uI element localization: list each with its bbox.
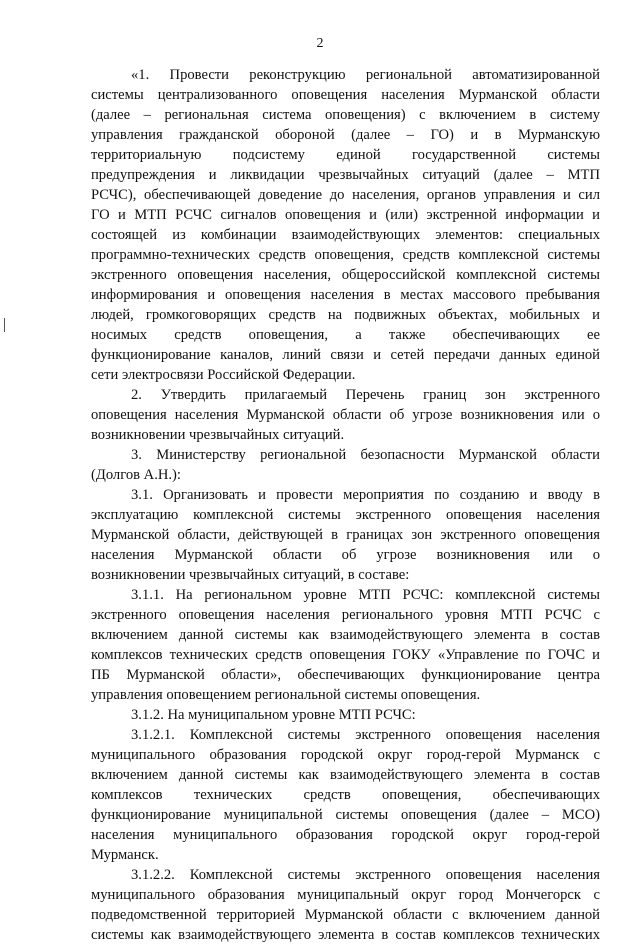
text-line: предупреждения и ликвидации чрезвычайных ситуаций (далее – МТП xyxy=(91,167,600,183)
text-line: 3.1.2. На муниципальном уровне МТП РСЧС: xyxy=(131,707,416,723)
text-line: 3.1.2.1. Комплексной системы экстренного оповещения населения xyxy=(131,727,600,743)
text-line: населения Мурманской области об угрозе возникновения или о xyxy=(91,547,600,563)
text-line: населения муниципального образования городской округ город-герой xyxy=(91,827,600,843)
text-line: управления оповещением региональной системы оповещения. xyxy=(91,687,481,703)
text-line: (Долгов А.Н.): xyxy=(91,467,181,483)
text-line: 3.1.2.2. Комплексной системы экстренного оповещения населения xyxy=(131,867,600,883)
margin-mark xyxy=(4,318,5,332)
text-line: оповещения населения Мурманской области об угрозе возникновения или о xyxy=(91,407,600,423)
text-line: возникновении чрезвычайных ситуаций. xyxy=(91,427,345,443)
text-line: эксплуатацию комплексной системы экстренного оповещения населения xyxy=(91,507,600,523)
text-line: сети электросвязи Российской Федерации. xyxy=(91,367,356,383)
text-line: ПБ Мурманской области», обеспечивающих функционирование центра xyxy=(91,667,600,683)
text-line: управления гражданской обороной (далее – ГО) и в Мурманскую xyxy=(91,127,600,143)
text-line: 2. Утвердить прилагаемый Перечень границ зон экстренного xyxy=(131,387,600,403)
text-line: состоящей из комбинации взаимодействующих элементов: специальных xyxy=(91,227,600,243)
text-line: 3.1.1. На региональном уровне МТП РСЧС: комплексной системы xyxy=(131,587,600,603)
text-line: экстренного оповещения населения, общероссийской комплексной системы xyxy=(91,267,600,283)
text-line: комплексов технических средств оповещения, обеспечивающих xyxy=(91,787,600,803)
text-line: включением данной системы как взаимодействующего элемента в состав xyxy=(91,767,600,783)
page-number: 2 xyxy=(316,36,324,51)
text-line: людей, громкоговорящих средств на подвижных объектах, мобильных и xyxy=(91,307,600,323)
text-line: комплексов технических средств оповещения ГОКУ «Управление по ГОЧС и xyxy=(91,647,600,663)
text-line: программно-технических средств оповещения, средств комплексной системы xyxy=(91,247,600,263)
text-line: 3. Министерству региональной безопасности Мурманской области xyxy=(131,447,600,463)
text-line: функционирование каналов, линий связи и сетей передачи данных единой xyxy=(91,347,600,363)
text-line: экстренного оповещения населения регионального уровня МТП РСЧС с xyxy=(91,607,600,623)
text-line: 3.1. Организовать и провести мероприятия по созданию и вводу в xyxy=(131,487,600,503)
text-line: возникновении чрезвычайных ситуаций, в составе: xyxy=(91,567,410,583)
text-line: системы как взаимодействующего элемента в состав комплексов технических xyxy=(91,927,600,943)
text-line: Мурманск. xyxy=(91,847,159,863)
text-line: Мурманской области, действующей в границах зон экстренного оповещения xyxy=(91,527,600,543)
text-line: системы централизованного оповещения населения Мурманской области xyxy=(91,87,600,103)
text-line: включением данной системы как взаимодействующего элемента в состав xyxy=(91,627,600,643)
text-line: (далее – региональная система оповещения) с включением в систему xyxy=(91,107,600,123)
text-line: носимых средств оповещения, а также обеспечивающих ее xyxy=(91,327,600,343)
text-line: «1. Провести реконструкцию региональной автоматизированной xyxy=(131,67,600,83)
text-line: муниципального образования городской округ город-герой Мурманск с xyxy=(91,747,600,763)
text-line: информирования и оповещения населения в местах массового пребывания xyxy=(91,287,600,303)
text-line: муниципального образования муниципальный округ город Мончегорск с xyxy=(91,887,600,903)
text-line: территориальную подсистему единой государственной системы xyxy=(91,147,600,163)
text-line: ГО и МТП РСЧС сигналов оповещения и (или) экстренной информации и xyxy=(91,207,600,223)
text-line: РСЧС), обеспечивающей доведение до населения, органов управления и сил xyxy=(91,187,600,203)
text-line: подведомственной территорией Мурманской области с включением данной xyxy=(91,907,600,923)
text-line: функционирование муниципальной системы оповещения (далее – МСО) xyxy=(91,807,600,823)
document-body xyxy=(91,65,600,945)
